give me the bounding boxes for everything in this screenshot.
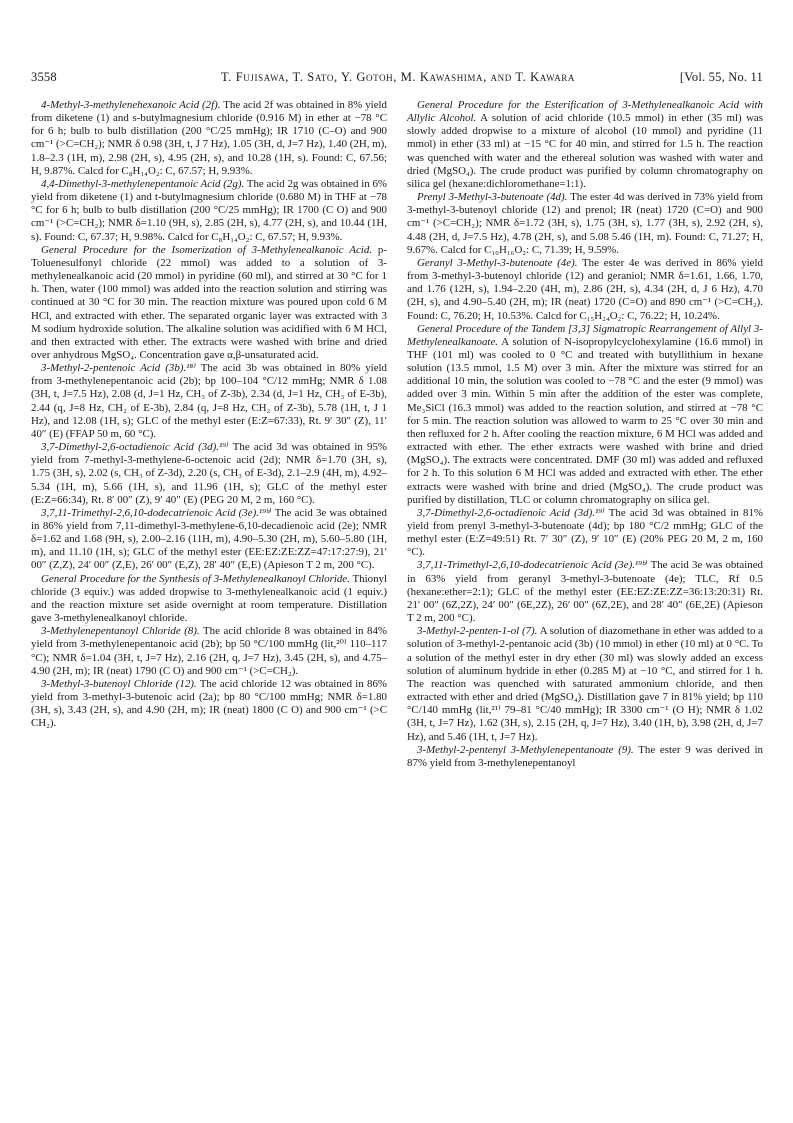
paragraph (31, 99, 387, 178)
paragraph-title: General Procedure of the Tandem [3,3] Sigmatropic Rearrangement of Allyl 3-Methylenealkanoate. (407, 322, 763, 348)
paragraph-body: The ester 4e was derived in 86% yield from 3-methyl-3-butenoyl chloride (12) and geraniol; NMR δ=1.61, 1.66, 1.70, and 1.76 (12H, s), 1.94–2.20 (4H, m), 2.86 (2H, s), 4.34 (2H, d, J 6 Hz), 4.70 (2H, s), and 4.90–5.40 (2H, m); IR (neat) 1720 (C=O) and 890 cm⁻¹ (>C=CH₂). Found: C, 76.20; H, 10.53%. Calcd for C₁₅H₂₄O₂: C, 76.22; H, 10.24%. (407, 256, 763, 322)
author-list: T. Fujisawa, T. Sato, Y. Gotoh, M. Kawashima, and T. Kawara (221, 70, 576, 84)
paragraph (31, 362, 387, 441)
paragraph-body: A solution of N-isopropylcyclohexylamine (16.6 mmol) in THF (101 ml) was cooled to 0 °C and treated with butyllithium in hexane solution (13.5 mmol, 1.5 M) over 3 min. After the mixture was stirred for an additional 10 min, the solution was cooled to −78 °C and the ester (9 mmol) was added over 3 min. Within 5 min after the addition of the ester was complete, Me₃SiCl (16.3 mmol) was added to the reaction solution, and stirred at −78 °C for 5 min. The reaction solution was allowed to warm to 25 °C over 30 min and then refluxed for 2 h. After cooling the reaction mixture, 6 M HCl was added and extracted with ether. The ether extracts were washed with brine and dried (MgSO₄). The extracts were concentrated. DMF (30 ml) was added and refluxed for 2 h. To this solution 6 M HCl was added and extracted with ether. The ether extracts were washed with brine and dried (MgSO₄). The crude product was purified by distillation, TLC or column chromatography on silica gel. (407, 335, 763, 506)
paragraph (407, 559, 763, 625)
paragraph-title: 3-Methyl-2-pentenyl 3-Methylenepentanoate (9). (417, 743, 634, 756)
paragraph-title: Geranyl 3-Methyl-3-butenoate (4e). (417, 256, 578, 269)
paragraph (31, 573, 387, 626)
paragraph-body: A solution of diazomethane in ether was added to a solution of 3-methyl-2-pentanoic acid (3b) (10 mmol) in ether (10 ml) at 0 °C. To a solution of the methyl ester in dry ether (30 ml) was slowly added an excess solution of aluminum hydride in ether (0.285 M) at −10 °C, and stirred for 1 h. The reaction was quenched with saturated ammonium chloride, and then extracted with ether and dried (MgSO₄). Distillation gave 7 in 81% yield; bp 110 °C/140 mmHg (lit,²¹⁾ 79–81 °C/40 mmHg); IR 3300 cm⁻¹ (O H); NMR δ 1.02 (3H, t, J=7 Hz), 1.62 (3H, s), 2.15 (2H, q, J=7 Hz), 3.40 (1H, b), 3.98 (2H, d, J=7 Hz), and 5.46 (1H, t, J=7 Hz). (407, 625, 764, 743)
paragraph (31, 178, 387, 244)
paragraph (407, 625, 763, 743)
paragraph (407, 257, 763, 323)
paragraph-title: 4-Methyl-3-methylenehexanoic Acid (2f). (41, 99, 221, 111)
paragraph-title: General Procedure for the Synthesis of 3-Methylenealkanoyl Chloride. (41, 572, 350, 585)
paragraph-title: Prenyl 3-Methyl-3-butenoate (4d). (417, 191, 568, 204)
paragraph-body: The acid 2f was obtained in 8% yield from diketene (1) and s-butylmagnesium chloride (0.916 M) in ether at −78 °C for 6 h; bulb to bulb distillation (200 °C/25 mmHg); IR 1710 (C–O) and 900 cm⁻¹ (>C=CH₂); NMR δ 0.98 (3H, t, J 7 Hz), 1.05 (3H, d, J=7 Hz), 1.40 (2H, m), 1.8–2.3 (1H, m), 2.98 (2H, s), 4.95 (2H, s), and 10.28 (1H, s). Found: C, 67.56; H, 9.87%. Calcd for C₈H₁₄O₂: C, 67.57; H, 9.93%. (31, 99, 387, 177)
paragraph-title: 3,7,11-Trimethyl-2,6,10-dodecatrienoic Acid (3e).¹⁹ᵇ⁾ (417, 559, 648, 572)
running-header (31, 70, 763, 88)
paragraph-body: The acid 3d was obtained in 81% yield from prenyl 3-methyl-3-butenoate (4d); bp 180 °C/2 mmHg; GLC of the methyl ester (E:Z=49:51) Rt. 7′ 30″ (Z), 9′ 10″ (E) (20% PEG 20 M, 2 m, 160 °C). (407, 506, 763, 559)
paragraph (31, 678, 387, 731)
paragraph-body: Thionyl chloride (3 equiv.) was added dropwise to 3-methylenealkanoic acid (1 equiv.) and the reaction mixture set aside overnight at room temperature. Distillation gave 3-methylenealkanoyl chloride. (31, 572, 388, 625)
paragraph-body: A solution of acid chloride (10.5 mmol) in ether (35 ml) was slowly added dropwise to a mixture of alcohol (10 mmol) and pyridine (11 mmol) in ether (33 ml) at −15 °C for 40 min, and stirred for 1.5 h. The reaction was quenched with water and the ethereal solution was washed with water and dried (MgSO₄). The crude product was purified by column chromatography on silica gel (hexane:dichloromethane=1:1). (407, 112, 764, 190)
paragraph (31, 625, 387, 678)
paragraph-body: The ester 4d was derived in 73% yield from 3-methyl-3-butenoyl chloride (12) and prenol; IR (neat) 1720 (C=O) and 900 cm⁻¹ (>C=CH₂); NMR δ=1.72 (3H, s), 1.75 (3H, s), 1.77 (3H, s), 2.92 (2H, s), 4.48 (2H, d, J=7.5 Hz), 4.78 (2H, s), and 5.08 5.46 (1H, m). Found: C, 71.27; H, 9.67%. Calcd for C₁₀H₁₆O₂: C, 71.39; H, 9.59%. (407, 191, 764, 256)
paragraph-body: p-Toluenesulfonyl chloride (22 mmol) was added to a solution of 3-methylenealkanoic acid (20 mmol) in pyridine (60 ml), and stirred at 30 °C for 1 h. Then, water (100 mmol) was added into the reaction solution and stirring was continued at 30 °C for 30 min. The reaction mixture was poured upon cold 6 M HCl, and extracted with ether. The separated organic layer was extracted with 3 M sodium hydroxide solution. The alkaline solution was acidified with 6 M HCl, and then extracted with ether. The extracts were washed with brine and dried over anhydrous MgSO₄. Concentration gave α,β-unsaturated acid. (31, 243, 387, 361)
paragraph-title: 3-Methyl-2-pentenoic Acid (3b).¹⁸⁾ (41, 362, 196, 375)
paragraph-body: The acid 3e was obtained in 63% yield from geranyl 3-methyl-3-butenoate (4e); TLC, Rf 0.5 (hexane:ether=2:1); GLC of the methyl ester (EE:EZ:ZE:ZZ=36:13:20:31) Rt. 21′ 00″ (6Z,2Z), 24′ 00″ (6E,2Z), 26′ 00″ (6Z,2E), and 28′ 40″ (6E,2E) (Apieson T 2 m, 200 °C). (407, 559, 763, 625)
paragraph-title: General Procedure for the Esterification of 3-Methylenealkanoic Acid with Allylic Alcohol. (407, 99, 763, 125)
paragraph-body: The acid chloride 12 was obtained in 86% yield from 3-methyl-3-butenoic acid (2a); bp 80 °C/100 mmHg; NMR δ=1.80 (3H, s), 3.43 (2H, s), and 4.90 (2H, m); IR (neat) 1800 (C O) and 900 cm⁻¹ (>C CH₂). (31, 677, 388, 730)
paragraph (31, 244, 387, 362)
paragraph-body: The acid 3e was obtained in 86% yield from 7,11-dimethyl-3-methylene-6,10-decadienoic acid (2e); NMR δ=1.62 and 1.68 (9H, s), 2.00–2.16 (11H, m), 4.90–5.30 (2H, m), 5.60–5.80 (1H, m), and 11.10 (1H, s); GLC of the methyl ester (EE:EZ:ZE:ZZ=47:17:27:9), 21′ 00″ (Z,Z), 24′ 00″ (Z,E), 26′ 00″ (E,Z), 28′ 40″ (E,E) (Apieson T 2 m, 200 °C). (31, 506, 387, 572)
paragraph-body: The acid chloride 8 was obtained in 84% yield from 3-methylenepentanoic acid (2b); bp 50 °C/100 mmHg (lit,²⁰⁾ 110–117 °C); NMR δ=1.04 (3H, t, J=7 Hz), 2.16 (2H, q, J=7 Hz), 3.45 (2H, s), and 4.75–4.90 (2H, m); IR (neat) 1790 (C O) and 900 cm⁻¹ (>C=CH₂). (31, 625, 387, 677)
paragraph-title: General Procedure for the Isomerization of 3-Methylenealkanoic Acid. (41, 243, 372, 256)
paragraph (407, 323, 763, 507)
paragraph-title: 3-Methyl-2-penten-1-ol (7). (417, 625, 538, 638)
paragraph-title: 3-Methylenepentanoyl Chloride (8). (41, 625, 200, 638)
right-column (407, 99, 763, 770)
paragraph-body: The acid 3d was obtained in 95% yield from 7-methyl-3-methylene-6-octenoic acid (2d); NMR δ=1.70 (3H, s), 1.75 (3H, s), 2.02 (s, CH₃ of Z-3d), 2.20 (s, CH₃ of E-3d), 2.1–2.9 (4H, m), 4.92–5.34 (1H, m), 5.66 (1H, s), and 11.96 (1H, s); GLC of the methyl ester (E:Z=66:34), Rt. 8′ 00″ (Z), 9′ 40″ (E) (PEG 20 M, 2 m, 160 °C). (31, 441, 387, 506)
paragraph-body: The ester 9 was derived in 87% yield from 3-methylenepentanoyl (407, 743, 763, 769)
paragraph-title: 3-Methyl-3-butenoyl Chloride (12). (41, 677, 197, 690)
paragraph (407, 99, 763, 191)
paragraph-title: 4,4-Dimethyl-3-methylenepentanoic Acid (2g). (41, 177, 245, 190)
paragraph (31, 507, 387, 573)
page-number: 3558 (31, 70, 57, 84)
paragraph-title: 3,7-Dimethyl-2,6-octadienoic Acid (3d).¹⁹⁾ (41, 441, 229, 454)
left-column (31, 99, 387, 731)
paragraph (407, 507, 763, 560)
paragraph-body: The acid 3b was obtained in 80% yield from 3-methylenepentanoic acid (2b); bp 100–104 °C/12 mmHg; NMR δ 1.08 (3H, t, J=7.5 Hz), 2.08 (d, J=1 Hz, CH₃ of Z-3b), 2.34 (d, J=1 Hz, CH₃ of E-3b), 2.44 (q, J=8 Hz, CH₂ of E-3b), 2.84 (q, J=8 Hz, CH₂ of Z-3b), 5.78 (1H, t, J 1 Hz), and 12.08 (1H, s); GLC of the methyl ester (E:Z=67:33), Rt. 9′ 30″ (Z), 11′ 40″ (E) (FFAP 50 m, 60 °C). (31, 362, 388, 440)
paragraph-body: The acid 2g was obtained in 6% yield from diketene (1) and t-butylmagnesium chloride (0.680 M) in THF at −78 °C for 6 h; bulb to bulb distillation (200 °C/25 mmHg); IR 1700 (C O) and 900 cm⁻¹ (>C=CH₂); NMR δ=1.10 (9H, s), 2.85 (2H, s), 4.77 (2H, s), and 10.44 (1H, s). Found: C, 67.37; H, 9.98%. Calcd for C₈H₁₄O₂: C, 67.57; H, 9.93%. (31, 177, 387, 243)
paragraph (31, 441, 387, 507)
paragraph-title: 3,7-Dimethyl-2,6-octadienoic Acid (3d).¹⁹⁾ (417, 506, 605, 519)
paragraph (407, 744, 763, 770)
paragraph-title: 3,7,11-Trimethyl-2,6,10-dodecatrienoic Acid (3e).¹⁹ᵇ⁾ (41, 506, 272, 519)
paragraph (407, 191, 763, 257)
volume-info: [Vol. 55, No. 11 (679, 70, 763, 84)
